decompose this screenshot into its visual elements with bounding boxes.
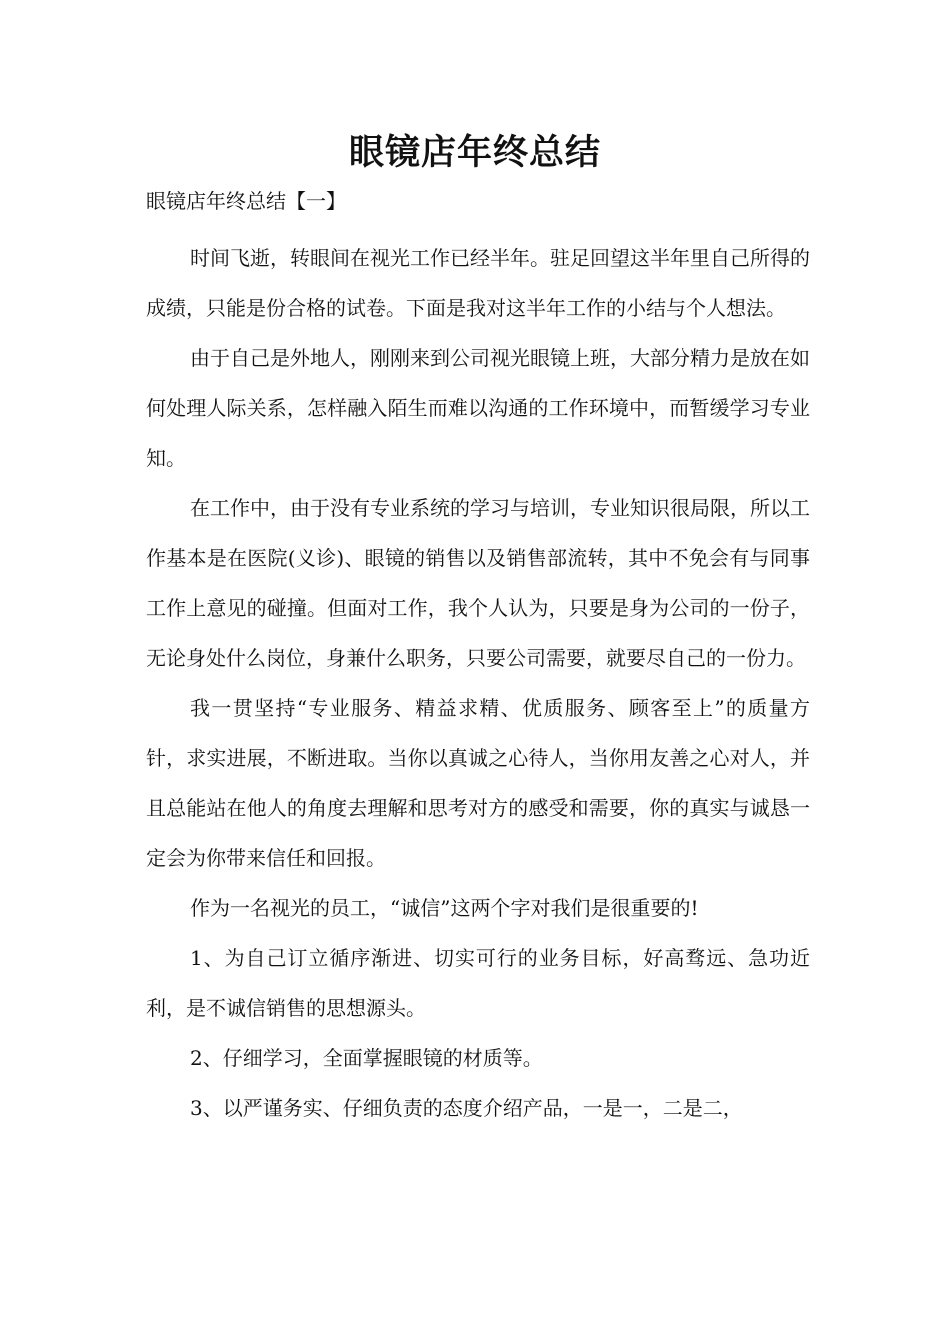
paragraph-2: 由于自己是外地人，刚刚来到公司视光眼镜上班，大部分精力是放在如何处理人际关系，怎样融入陌生而难以沟通的工作环境中，而暂缓学习专业知。 [146, 346, 810, 470]
list-item-1: 1、为自己订立循序渐进、切实可行的业务目标，好高骛远、急功近利，是不诚信销售的思想源头。 [146, 946, 810, 1020]
document-title: 眼镜店年终总结 [348, 133, 601, 173]
paragraph-5: 作为一名视光的员工，“诚信”这两个字对我们是很重要的! [190, 896, 699, 920]
paragraph-4: 我一贯坚持“专业服务、精益求精、优质服务、顾客至上”的质量方针，求实进展，不断进取。当你以真诚之心待人，当你用友善之心对人，并且总能站在他人的角度去理解和思考对方的感受和需要，你的真实与诚恳一定会为你带来信任和回报。 [146, 696, 810, 870]
paragraph-1: 时间飞逝，转眼间在视光工作已经半年。驻足回望这半年里自己所得的成绩，只能是份合格的试卷。下面是我对这半年工作的小结与个人想法。 [146, 246, 810, 320]
paragraph-3: 在工作中，由于没有专业系统的学习与培训，专业知识很局限，所以工作基本是在医院(义诊)、眼镜的销售以及销售部流转，其中不免会有与同事工作上意见的碰撞。但面对工作，我个人认为，只要是身为公司的一份子，无论身处什么岗位，身兼什么职务，只要公司需要，就要尽自己的一份力。 [146, 496, 810, 670]
list-item-2: 2、仔细学习，全面掌握眼镜的材质等。 [190, 1046, 543, 1070]
document-body [146, 233, 810, 1133]
list-item-3: 3、以严谨务实、仔细负责的态度介绍产品，一是一，二是二， [190, 1096, 743, 1120]
section-heading: 眼镜店年终总结【一】 [146, 189, 346, 213]
